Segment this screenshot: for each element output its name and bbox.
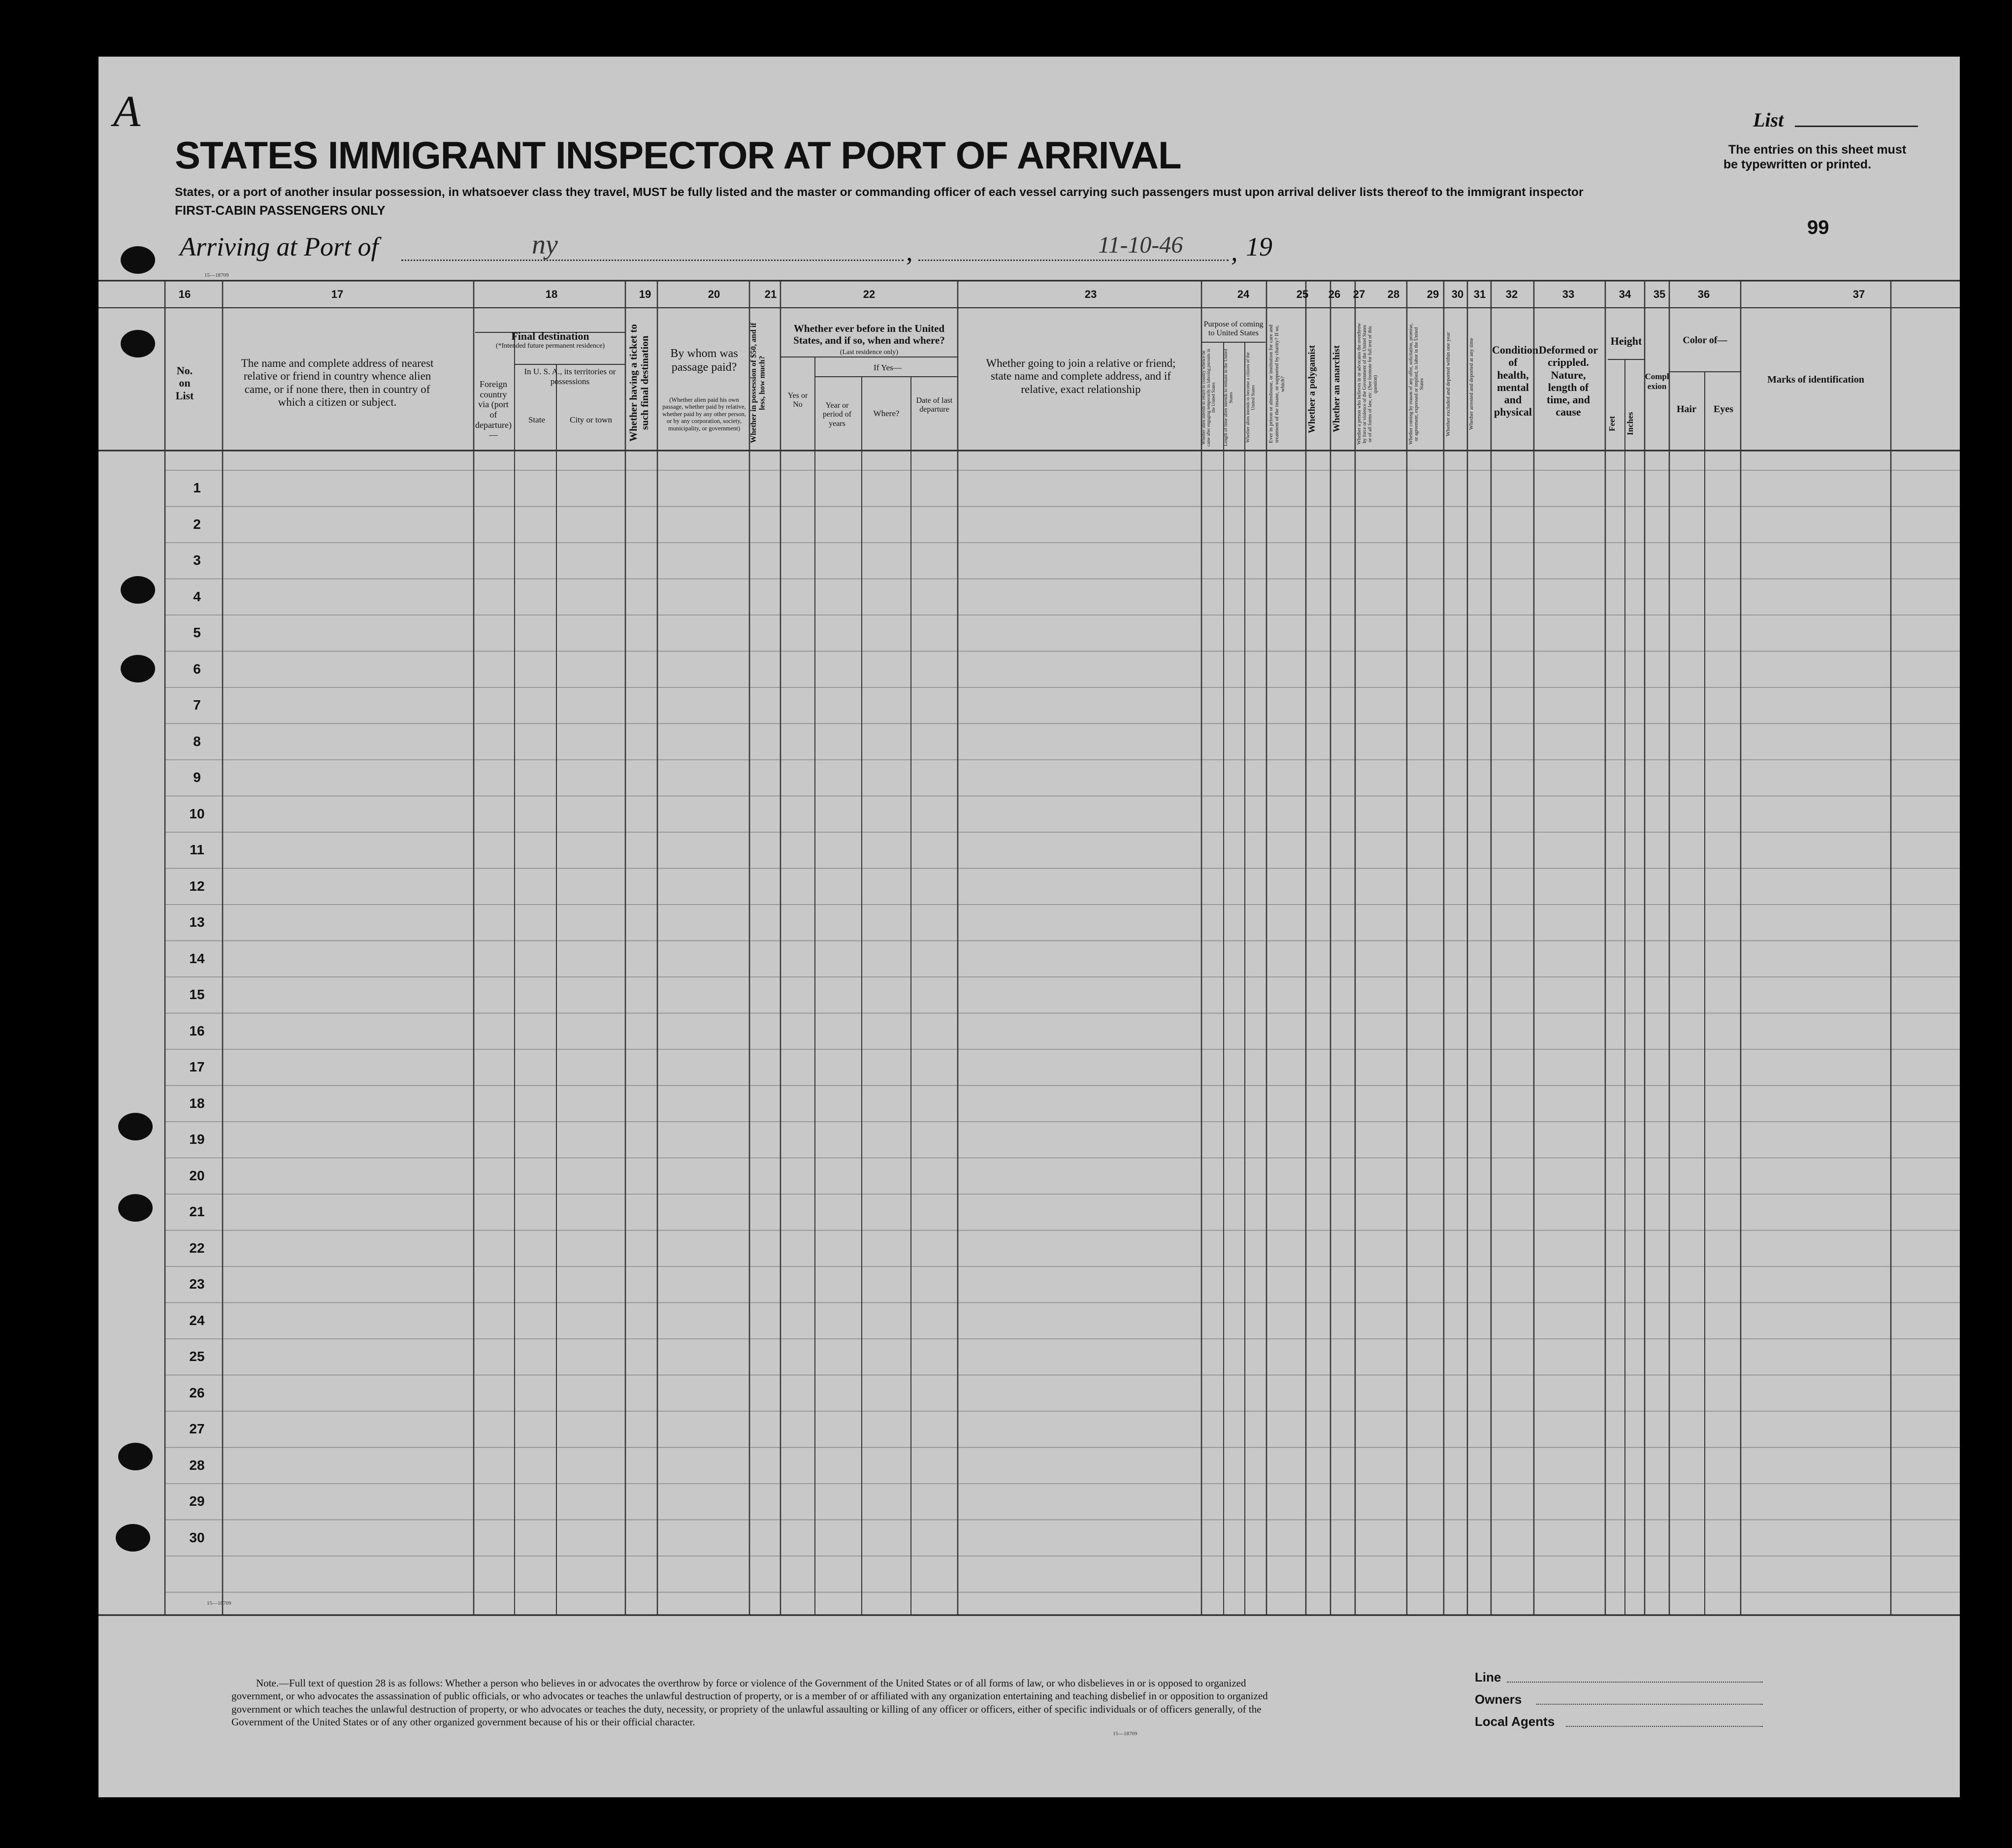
row-number: 15 [189,987,205,1002]
header-no-on-list: No. on List [175,364,194,402]
agents-underline [1566,1726,1763,1727]
colnum-28: 28 [1387,288,1400,300]
header-inches: Inches [1625,412,1635,435]
header-purpose-a: Whether alien intends to return to country whence he came after engaging temporarily in laboring pursuits in the United States [1201,349,1216,447]
punch-hole [118,1113,153,1140]
punch-hole [121,246,155,274]
punch-hole [116,1524,150,1552]
row-number: 22 [189,1240,205,1256]
owners-label: Owners [1475,1692,1522,1707]
header-in-usa: In U. S. A., its territories or possessions [524,367,616,386]
entries-note-2: be typewritten or printed. [1723,158,1872,171]
punch-hole [121,576,155,604]
header-polygamist: Whether a polygamist [1307,345,1317,433]
row-number: 7 [193,697,201,713]
colnum-35: 35 [1653,288,1666,300]
colnum-23: 23 [1084,288,1097,300]
subtitle: States, or a port of another insular possession, in whatsoever class they travel, MUST be fully listed and the master or commanding officer of each vessel carrying such passengers must upon arrival deliver lists thereof to the immigrant inspector [175,186,1584,199]
table-grid [98,57,1960,1797]
header-excluded: Whether excluded and deported within one year [1445,332,1451,436]
header-passage-paid: By whom was passage paid? [670,347,738,374]
row-number: 12 [189,878,205,894]
arriving-label: Arriving at Port of [180,232,379,261]
colnum-17: 17 [331,288,344,300]
port-value: ny [532,229,558,260]
punch-hole [118,1194,153,1222]
row-number: 3 [193,552,201,568]
row-number: 13 [189,914,205,930]
row-number: 5 [193,625,201,640]
header-where: Where? [873,409,900,418]
header-state: State [528,415,545,424]
header-marks: Marks of identification [1767,374,1864,385]
header-prison: Ever in prison or almshouse, or institution for care and treatment of the insane, or supported by charity? If so, which? [1268,324,1286,444]
row-number: 27 [189,1421,205,1436]
colnum-19: 19 [639,288,651,300]
manifest-sheet [98,57,1960,1797]
header-complexion: Complexion [1645,372,1669,391]
header-height: Height [1610,335,1642,347]
header-years: Year or period of years [822,401,852,428]
header-yes-or-no: Yes or No [787,391,808,409]
colnum-22: 22 [863,288,876,300]
header-ever-before: Whether ever before in the United States, and if so, when and where? [793,323,945,347]
colnum-32: 32 [1505,288,1518,300]
port-comma: , [906,237,913,266]
header-color-of: Color of— [1683,335,1727,346]
row-number: 20 [189,1167,205,1183]
row-number: 10 [189,806,205,821]
entries-note-1: The entries on this sheet must [1728,143,1907,157]
corner-mark: A [113,87,140,136]
header-health: Condition of health, mental and physical [1492,344,1539,419]
colnum-27: 27 [1353,288,1365,300]
header-purpose: Purpose of coming to United States [1203,320,1264,338]
row-number: 23 [189,1276,205,1292]
row-number: 6 [193,661,201,677]
colnum-24: 24 [1237,288,1250,300]
header-ticket: Whether having a ticket to such final destination [627,324,651,442]
line-label: Line [1475,1670,1501,1685]
colnum-26: 26 [1328,288,1341,300]
class-line: FIRST-CABIN PASSENGERS ONLY [175,203,386,218]
date-value: 11-10-46 [1098,232,1183,258]
header-passage-paid-note: (Whether alien paid his own passage, whether paid by relative, whether paid by any other person, or by any corporation, society, municipality, or government) [662,396,746,432]
row-number: 29 [189,1493,205,1509]
header-city: City or town [570,415,612,424]
colnum-36: 36 [1697,288,1710,300]
header-if-yes: If Yes— [874,363,902,372]
punch-hole [118,1443,153,1470]
header-purpose-b: Length of time alien intends to remain in the United States [1224,349,1234,447]
agents-label: Local Agents [1475,1714,1555,1729]
year-prefix: 19 [1246,232,1272,261]
header-eyes: Eyes [1714,404,1733,415]
header-anarchist: Whether an anarchist [1331,345,1342,433]
footnote: Note.—Full text of question 28 is as follows: Whether a person who believes in or advocates the overthrow by force or violence of the Government of the United States or of all forms of law, or who disbelieves in or is opposed to organized government, or who advocates the assassination of public officials, or who advocates or teaches the unlawful destruction of property, or is a member of or affiliated with any organization entertaining and teaching disbelief in or opposition to organized government or which teaches the unlawful destruction of property, or who advocates or teaches the duty, necessity, or propriety of the unlawful assaulting or killing of any officer or officers, either of specific individuals or of officers generally, of the Government of the United States or of any other organized government because of his or their official character. [231,1677,1268,1728]
header-offer-labor: Whether coming by reason of any offer, solicitation, promise, or agreement, expressed or implied, to labor in the United States [1408,323,1425,445]
header-purpose-c: Whether alien intends to become a citizen of the United States [1246,352,1256,443]
header-overthrow: Whether a person who believes in or advocates the overthrow by force or violence of the Government of the United States or of all forms of law, etc. (See footnote for full text of this question) [1357,323,1378,445]
header-deformed: Deformed or crippled. Nature, length of time, and cause [1538,344,1598,419]
colnum-31: 31 [1473,288,1486,300]
header-last-departure: Date of last departure [916,396,953,414]
row-number: 26 [189,1385,205,1400]
colnum-37: 37 [1852,288,1865,300]
row-number: 9 [193,770,201,785]
colnum-18: 18 [545,288,558,300]
row-number: 11 [190,842,204,857]
colnum-16: 16 [178,288,191,300]
row-number: 2 [193,516,201,532]
row-number: 30 [189,1529,205,1545]
header-final-destination: Final destination [511,330,589,342]
header-foreign-country: Foreign country via (port of departure)— [475,379,512,440]
form-code-bottom-left: 15—18709 [207,1600,231,1606]
owners-underline [1536,1704,1763,1705]
list-label: List [1753,109,1784,131]
year-comma: , [1231,237,1238,266]
row-number: 16 [189,1023,205,1038]
page-number: 99 [1807,217,1829,238]
colnum-33: 33 [1562,288,1575,300]
row-number: 18 [189,1095,205,1111]
row-number: 24 [189,1312,205,1328]
row-number: 14 [189,950,205,966]
row-number: 21 [189,1204,205,1219]
header-hair: Hair [1677,404,1696,415]
row-number: 1 [193,480,201,495]
header-nearest-relative: The name and complete address of nearest relative or friend in country whence alien came, or if none there, then in country of which a citizen or subject. [241,357,434,409]
row-number: 8 [193,733,201,749]
row-number: 28 [189,1457,205,1473]
row-number: 17 [189,1059,205,1074]
punch-hole [121,330,155,357]
colnum-21: 21 [764,288,777,300]
form-code-bottom: 15—18709 [1113,1731,1137,1737]
header-last-residence: (Last residence only) [840,349,899,356]
row-number: 25 [189,1349,205,1364]
colnum-30: 30 [1451,288,1464,300]
colnum-29: 29 [1427,288,1439,300]
row-number: 4 [193,588,201,604]
line-underline [1507,1682,1763,1683]
punch-hole [121,655,155,682]
row-number: 19 [189,1132,205,1147]
header-final-destination-sub: (*Intended future permanent residence) [495,342,605,350]
header-join-relative: Whether going to join a relative or friend; state name and complete address, and if relative, exact relationship [986,357,1176,395]
colnum-34: 34 [1619,288,1631,300]
colnum-25: 25 [1296,288,1309,300]
header-feet: Feet [1607,416,1617,431]
colnum-20: 20 [708,288,720,300]
form-code-top: 15—18709 [204,272,229,278]
header-fifty-dollars: Whether in possession of $50, and if less, how much? [749,323,767,443]
header-arrested: Whether arrested and deported at any time [1468,338,1474,430]
page-title: STATES IMMIGRANT INSPECTOR AT PORT OF ARRIVAL [175,133,1181,177]
